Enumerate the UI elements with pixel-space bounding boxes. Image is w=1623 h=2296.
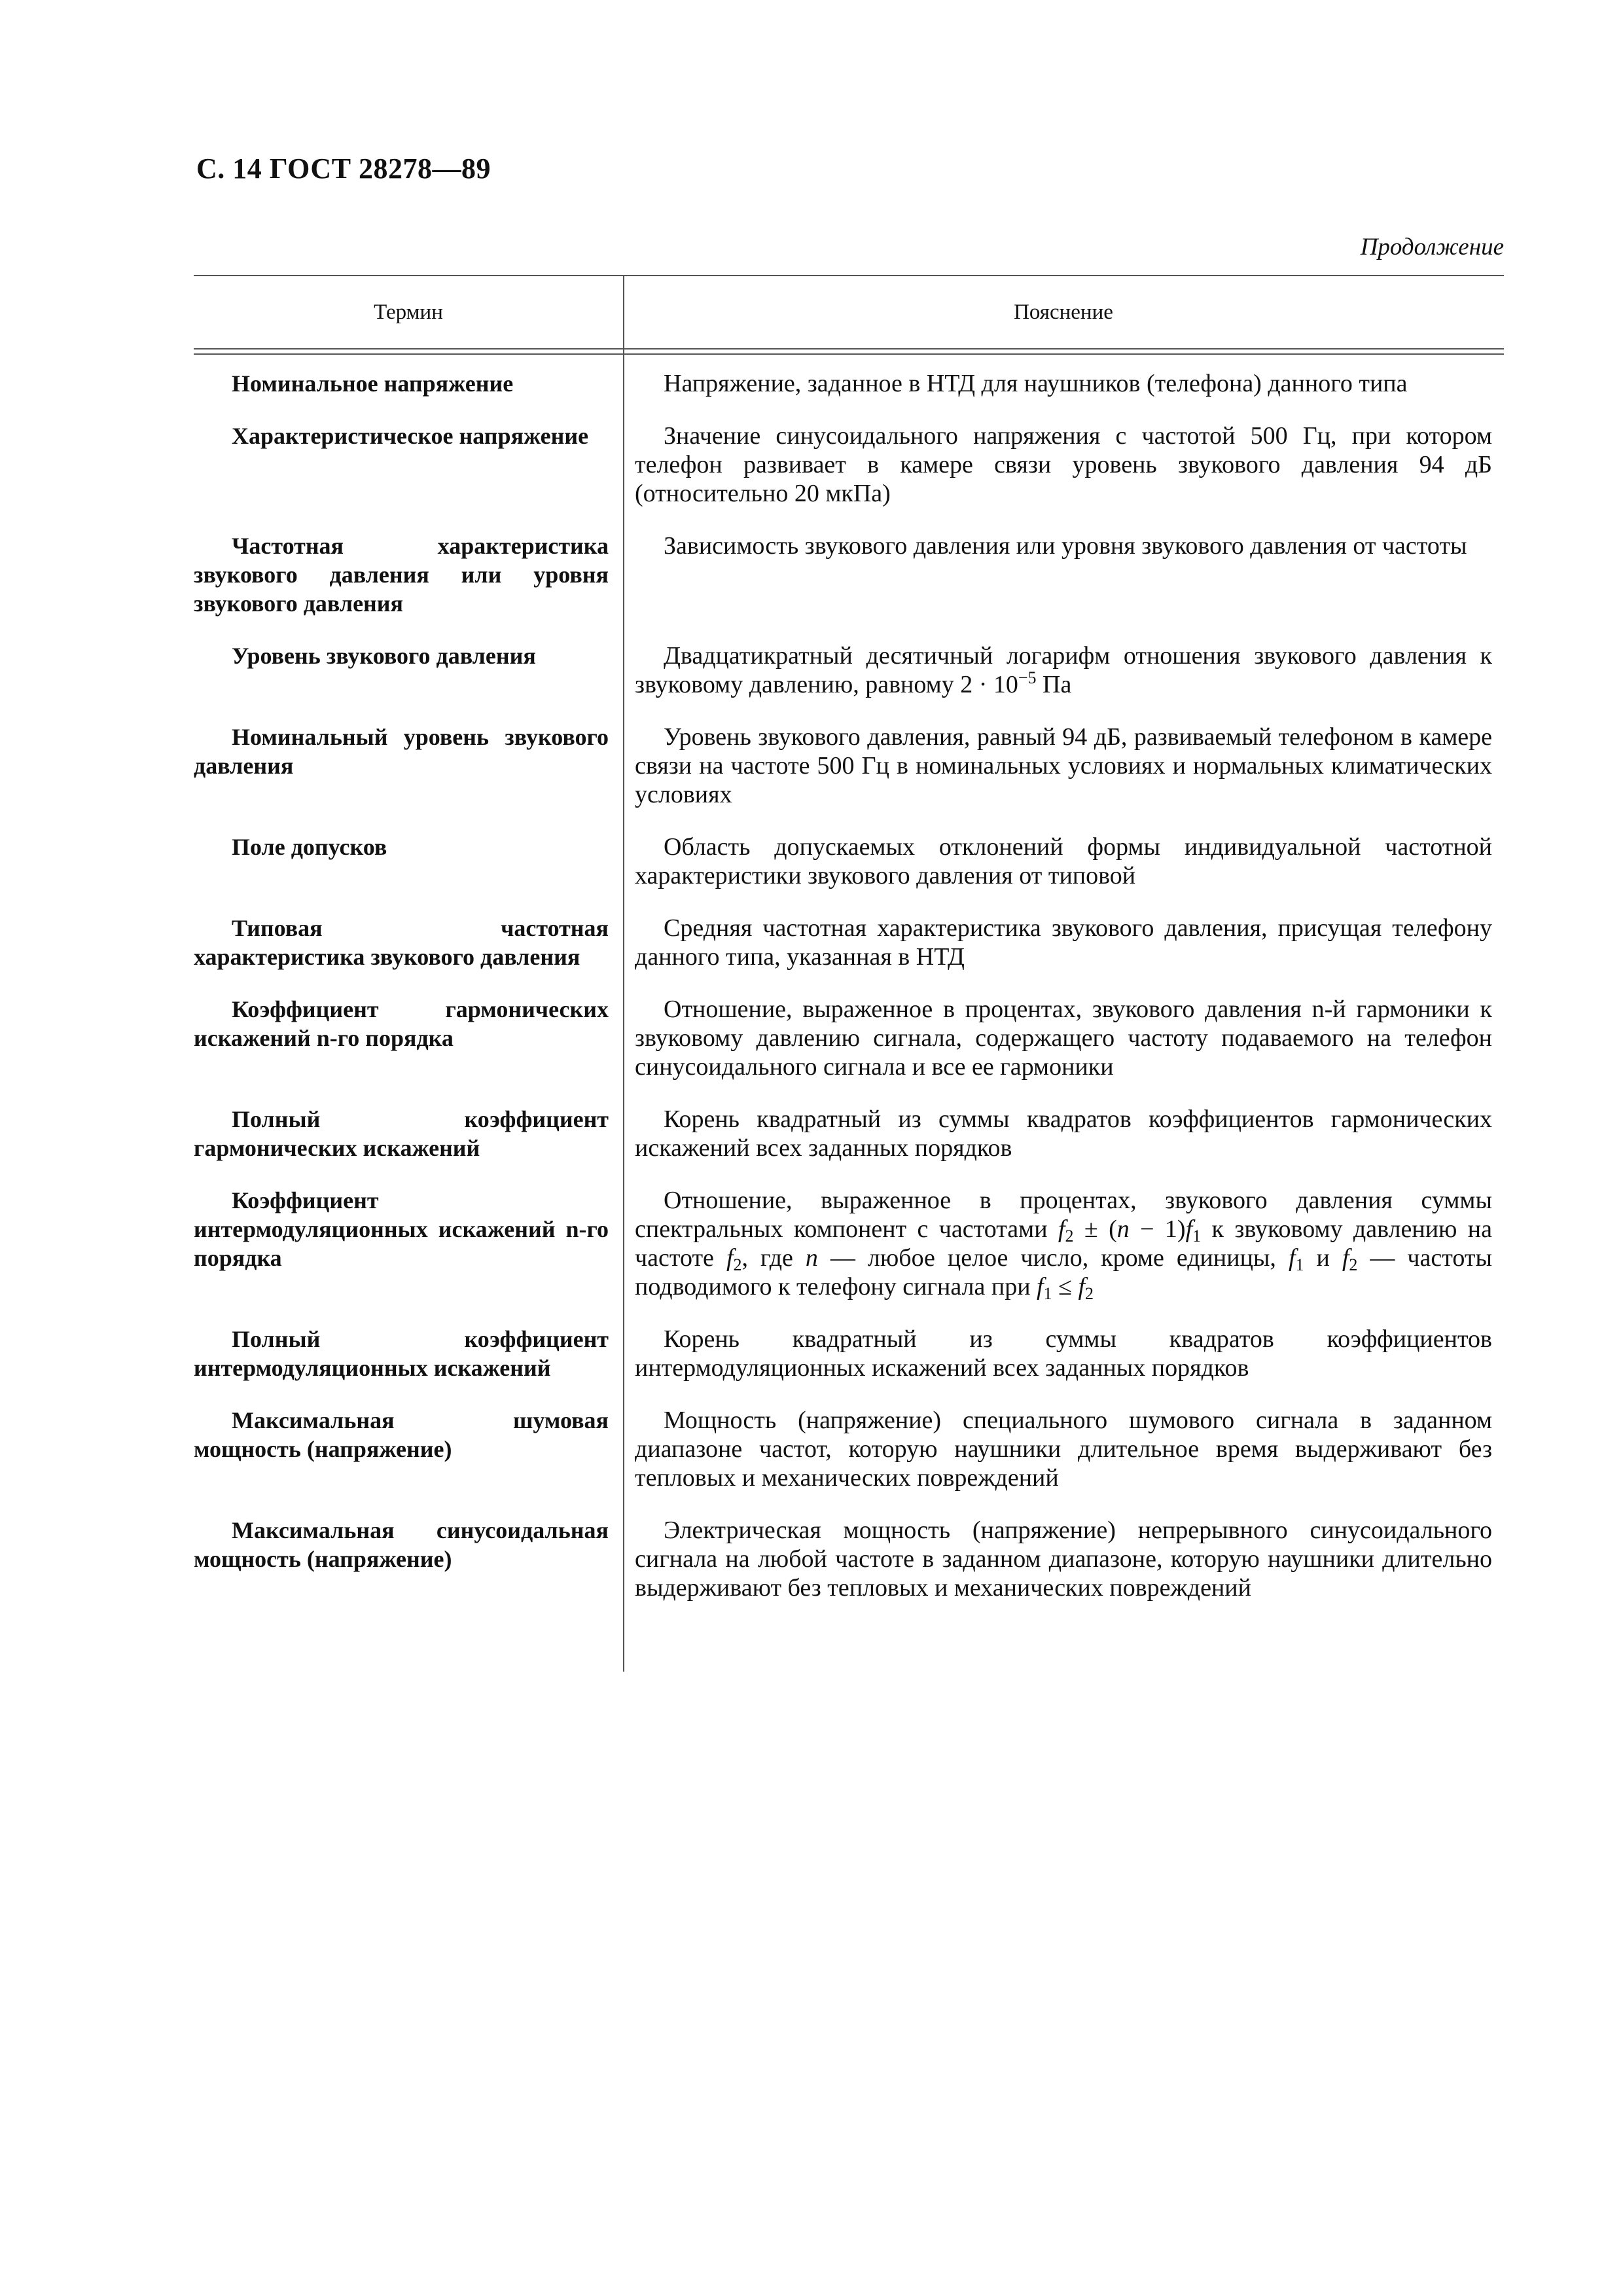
table-row [194, 1516, 1504, 1626]
term-cell: Коэффициент гармонических искажений n-го порядка [194, 996, 609, 1051]
table-header-rule [194, 348, 1504, 355]
subscript: 2 [1349, 1255, 1358, 1274]
subscript: 1 [1295, 1255, 1304, 1274]
explanation-text: и [1304, 1244, 1342, 1272]
table-row [194, 723, 1504, 833]
table-row [194, 1325, 1504, 1406]
explanation-cell: Зависимость звукового давления или уровня звукового давления от частоты [664, 532, 1467, 560]
table-row [194, 422, 1504, 531]
var-n: n [805, 1244, 818, 1272]
term-cell: Максимальная синусоидальная мощность (напряжение) [194, 1517, 609, 1572]
term-cell: Уровень звукового давления [232, 643, 536, 669]
explanation-cell: Область допускаемых отклонений формы индивидуальной частотной характеристики звукового давления от типовой [635, 833, 1492, 889]
explanation-cell [623, 1186, 1504, 1301]
explanation-cell: Значение синусоидального напряжения с частотой 500 Гц, при котором телефон развивает в камере связи уровень звукового давления 94 дБ (относительно 20 мкПа) [635, 422, 1492, 507]
explanation-text: − 1) [1129, 1215, 1186, 1243]
var-f: f [1288, 1244, 1296, 1272]
table-row [194, 369, 1504, 422]
explanation-text: , где [741, 1244, 806, 1272]
table-header-row [194, 276, 1504, 348]
explanation-cell: Напряжение, заданное в НТД для наушников (телефона) данного типа [664, 370, 1408, 397]
column-divider [623, 275, 624, 1672]
var-f: f [1058, 1215, 1065, 1243]
column-header-explanation: Пояснение [1014, 300, 1113, 324]
subscript: 2 [1085, 1284, 1094, 1303]
table-row [194, 833, 1504, 914]
var-n: n [1116, 1215, 1130, 1243]
explanation-cell: Корень квадратный из суммы квадратов коэффициентов гармонических искажений всех заданных порядков [635, 1105, 1492, 1162]
subscript: 1 [1043, 1284, 1052, 1303]
term-cell: Номинальное напряжение [232, 370, 514, 397]
term-cell: Номинальный уровень звукового давления [194, 724, 609, 779]
explanation-text: — частоты подводимого к телефону сигнала при [635, 1244, 1492, 1300]
term-cell: Поле допусков [232, 834, 387, 860]
var-f: f [1342, 1244, 1349, 1272]
table-row [194, 1105, 1504, 1186]
table-row [194, 995, 1504, 1105]
term-cell: Полный коэффициент интермодуляционных искажений [194, 1326, 609, 1381]
explanation-text: ± ( [1073, 1215, 1117, 1243]
term-cell: Характеристическое напряжение [232, 423, 589, 449]
subscript: 1 [1192, 1227, 1202, 1246]
explanation-cell: Мощность (напряжение) специального шумового сигнала в заданном диапазоне частот, которую наушники длительное время выдерживают без тепловых и механических повреждений [635, 1407, 1492, 1492]
table-row [194, 1406, 1504, 1516]
table-body [194, 355, 1504, 1626]
table-row [194, 914, 1504, 995]
explanation-cell: Отношение, выраженное в процентах, звукового давления n-й гармоники к звуковому давлению сигнала, содержащего частоту подаваемого на телефон синусоидального сигнала и все ее гармоники [635, 996, 1492, 1081]
subscript: 2 [733, 1255, 742, 1274]
term-cell: Типовая частотная характеристика звукового давления [194, 915, 609, 970]
exponent: −5 [1018, 668, 1037, 687]
table-row [194, 1186, 1504, 1325]
terms-table [194, 275, 1504, 1626]
var-f: f [1037, 1273, 1044, 1300]
subscript: 2 [1065, 1227, 1074, 1246]
explanation-cell: Электрическая мощность (напряжение) непрерывного синусоидального сигнала на любой частоте в заданном диапазоне, которую наушники длительно выдерживают без тепловых и механических повреждений [635, 1516, 1492, 1602]
term-cell: Полный коэффициент гармонических искажений [194, 1106, 609, 1161]
var-f: f [1185, 1215, 1193, 1243]
term-cell: Коэффициент интермодуляционных искажений n-го порядка [194, 1187, 609, 1271]
var-f: f [726, 1244, 734, 1272]
continuation-label: Продолжение [1360, 234, 1504, 260]
explanation-text: Отношение, выраженное в процентах, звукового давления суммы спектральных компонент с частотами [635, 1187, 1492, 1243]
explanation-text: к звуковому давлению на частоте [635, 1215, 1492, 1272]
var-f: f [1078, 1273, 1086, 1300]
page-title: С. 14 ГОСТ 28278—89 [196, 152, 491, 185]
explanation-cell: Уровень звукового давления, равный 94 дБ, развиваемый телефоном в камере связи на частоте 500 Гц в номинальных условиях и нормальных климатических условиях [635, 723, 1492, 808]
explanation-text: — любое целое число, кроме единицы, [817, 1244, 1289, 1272]
table-row [194, 531, 1504, 641]
explanation-text: Двадцатикратный десятичный логарифм отношения звукового давления к звуковому давлению, равному 2 · 10 [635, 642, 1492, 698]
explanation-text: ≤ [1052, 1273, 1079, 1300]
column-header-term: Термин [374, 300, 443, 324]
explanation-cell: Корень квадратный из суммы квадратов коэффициентов интермодуляционных искажений всех заданных порядков [635, 1325, 1492, 1382]
term-cell: Частотная характеристика звукового давления или уровня звукового давления [194, 533, 609, 617]
table-row [194, 641, 1504, 723]
explanation-text: Па [1036, 671, 1072, 698]
term-cell: Максимальная шумовая мощность (напряжение) [194, 1407, 609, 1462]
explanation-cell [623, 641, 1504, 699]
explanation-cell: Средняя частотная характеристика звукового давления, присущая телефону данного типа, указанная в НТД [635, 914, 1492, 971]
